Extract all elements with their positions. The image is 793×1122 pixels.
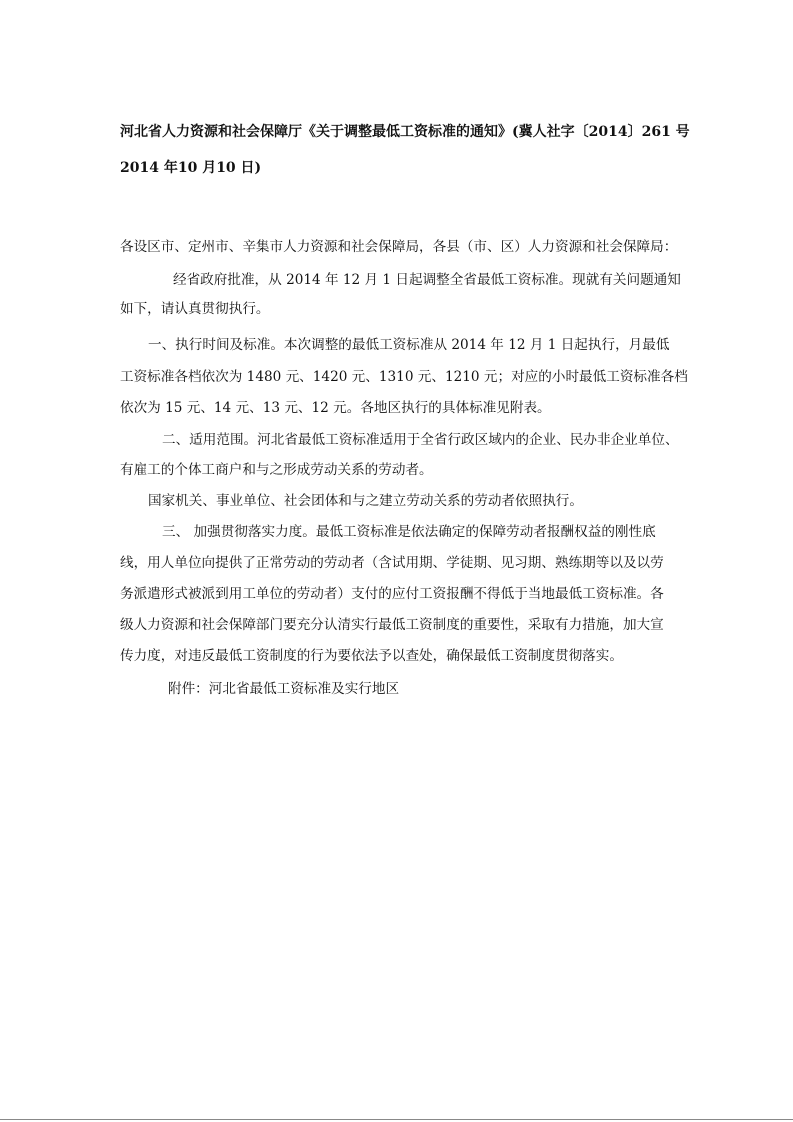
section2-line-2: 有雇工的个体工商户和与之形成劳动关系的劳动者。 [120,462,433,478]
intro-line-1: 经省政府批准，从 2014 年 12 月 1 日起调整全省最低工资标准。现就有关问题通知 [173,272,681,288]
section2-line-1: 二、适用范围。河北省最低工资标准适用于全省行政区域内的企业、民办非企业单位、 [162,432,679,448]
section1-line-1: 一、执行时间及标准。本次调整的最低工资标准从 2014 年 12 月 1 日起执行，月最低 [148,337,670,353]
document-title-line-1: 河北省人力资源和社会保障厅《关于调整最低工资标准的通知》(冀人社字〔2014〕261 号 [120,124,690,140]
section3-line-2: 线，用人单位向提供了正常劳动的劳动者（含试用期、学徒期、见习期、熟练期等以及以劳 [120,555,664,571]
section3-line-4: 级人力资源和社会保障部门要充分认清实行最低工资制度的重要性，采取有力措施，加大宣 [120,617,664,633]
addressee: 各设区市、定州市、辛集市人力资源和社会保障局，各县（市、区）人力资源和社会保障局： [120,239,678,255]
document-title-line-2: 2014 年10 月10 日) [120,160,262,176]
section3-line-5: 传力度，对违反最低工资制度的行为要依法予以查处，确保最低工资制度贯彻落实。 [120,648,623,664]
section2b-line: 国家机关、事业单位、社会团体和与之建立劳动关系的劳动者依照执行。 [148,493,583,509]
section1-line-3: 依次为 15 元、14 元、13 元、12 元。各地区执行的具体标准见附表。 [120,400,551,416]
page-bottom-divider [0,1119,793,1120]
attachment-note: 附件：河北省最低工资标准及实行地区 [168,681,400,697]
section3-line-1: 三、 加强贯彻落实力度。最低工资标准是依法确定的保障劳动者报酬权益的刚性底 [162,524,656,540]
intro-line-2: 如下，请认真贯彻执行。 [120,301,270,317]
section3-line-3: 务派遣形式被派到用工单位的劳动者）支付的应付工资报酬不得低于当地最低工资标准。各 [120,586,664,602]
section1-line-2: 工资标准各档依次为 1480 元、1420 元、1310 元、1210 元；对应的小时最低工资标准各档 [120,369,688,385]
